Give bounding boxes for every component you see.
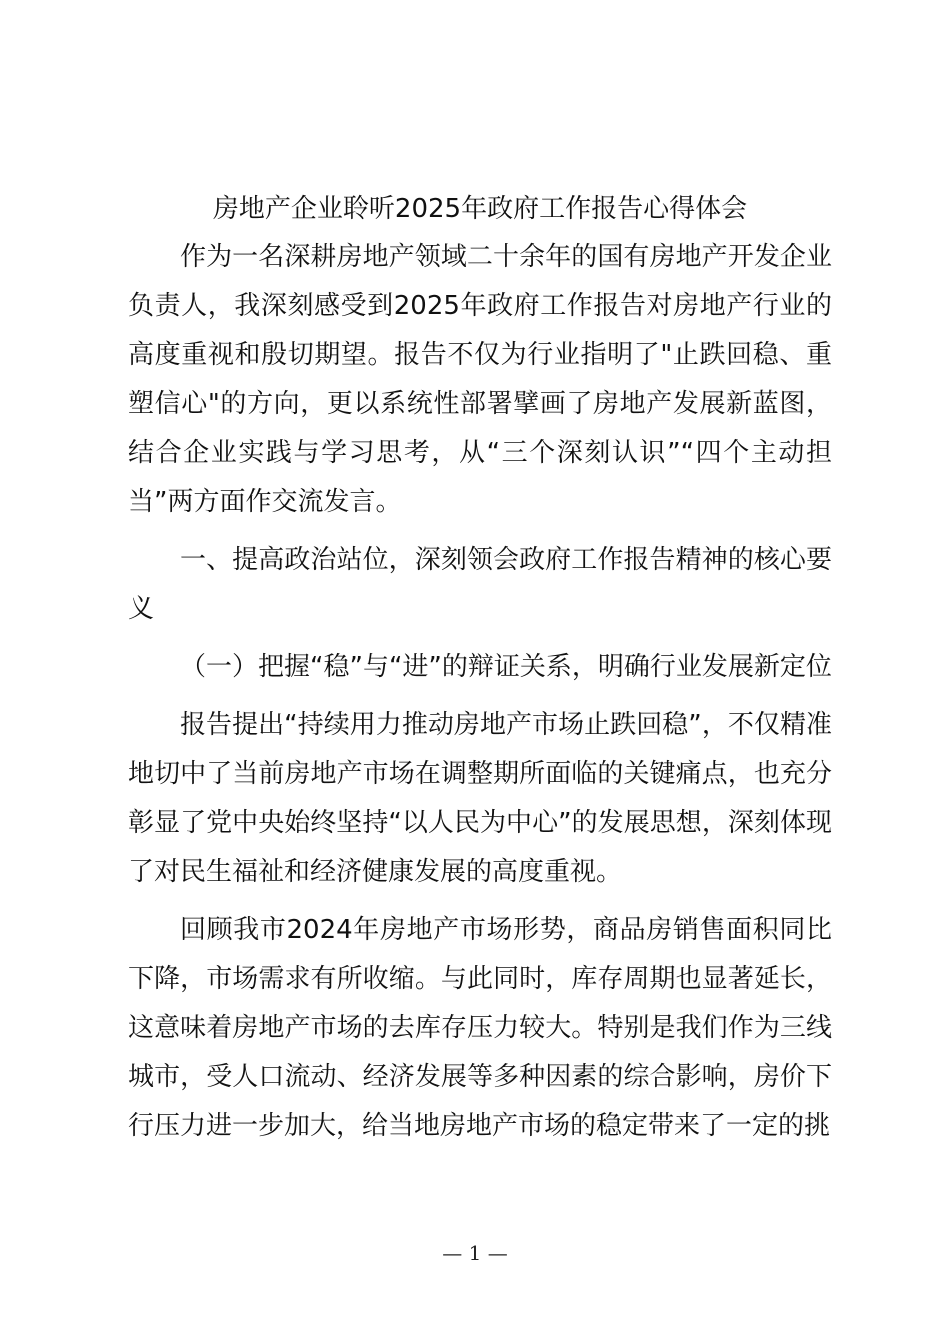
body-paragraph-2: 回顾我市2024年房地产市场形势，商品房销售面积同比下降，市场需求有所收缩。与此同时，库存周期也显著延长，这意味着房地产市场的去库存压力较大。特别是我们作为三线城市，受人口流动、经济发展等多种因素的综合影响，房价下行压力进一步加大，给当地房地产市场的稳定带来了一定的挑 [128,915,832,1141]
body-paragraph-1: 报告提出“持续用力推动房地产市场止跌回稳”，不仅精准地切中了当前房地产市场在调整期所面临的关键痛点，也充分彰显了党中央始终坚持“以人民为中心”的发展思想，深刻体现了对民生福祉和经济健康发展的高度重视。 [128,710,832,887]
document-body [128,185,832,1151]
intro-paragraph: 作为一名深耕房地产领域二十余年的国有房地产开发企业负责人，我深刻感受到2025年政府工作报告对房地产行业的高度重视和殷切期望。报告不仅为行业指明了"止跌回稳、重塑信心"的方向，更以系统性部署擘画了房地产发展新蓝图，结合企业实践与学习思考，从“三个深刻认识”“四个主动担当”两方面作交流发言。 [128,242,832,517]
document-title: 房地产企业聆听2025年政府工作报告心得体会 [212,194,748,224]
page-number: — 1 — [442,1241,508,1265]
section-heading: 一、提高政治站位，深刻领会政府工作报告精神的核心要义 [128,545,832,624]
subsection-heading: （一）把握“稳”与“进”的辩证关系，明确行业发展新定位 [180,652,832,682]
